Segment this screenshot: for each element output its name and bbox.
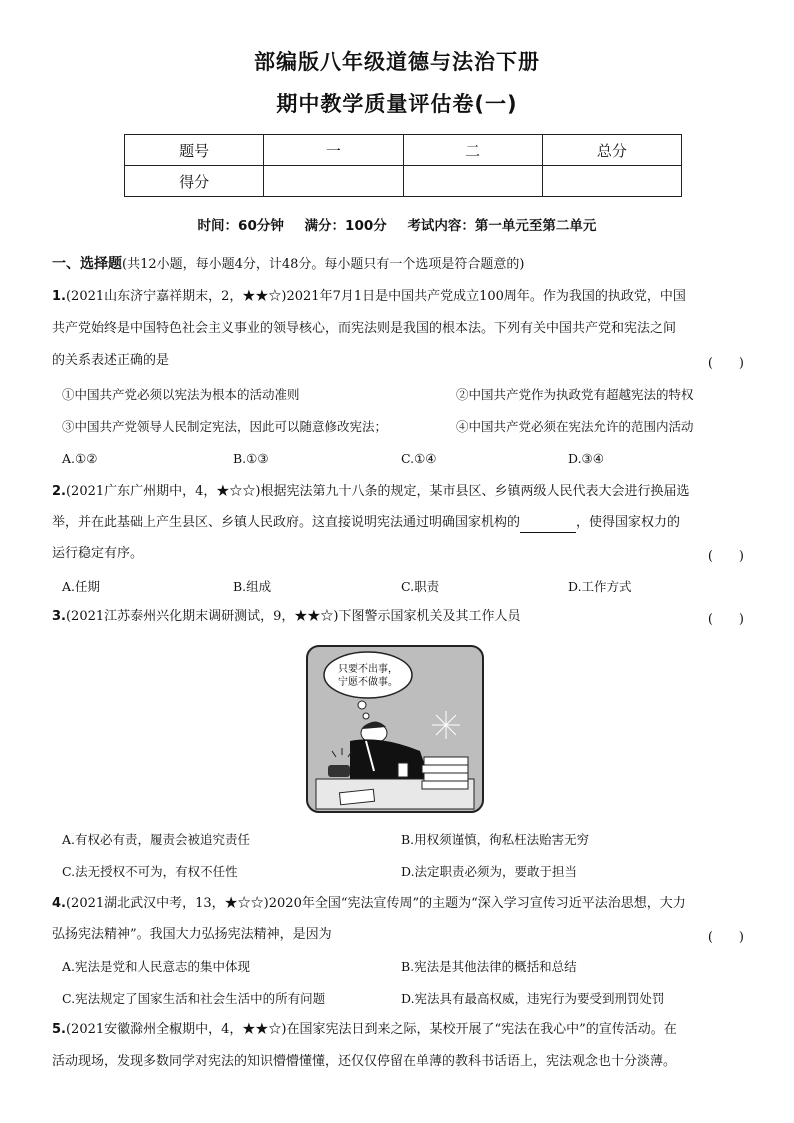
- question-4-line: [52, 894, 744, 914]
- option-b[interactable]: B.组成: [233, 579, 272, 594]
- option-c[interactable]: C.①④: [401, 451, 437, 466]
- question-text: (2021山东济宁嘉祥期末，2，★★☆)2021年7月1日是中国共产党成立100周年。作为我国的执政党，中国: [65, 289, 686, 304]
- table-header-cell: 一: [264, 135, 403, 166]
- option-b[interactable]: B.宪法是其他法律的概括和总结: [401, 959, 577, 974]
- page-subtitle: 期中教学质量评估卷(一): [276, 92, 518, 116]
- table-header-cell: 题号: [125, 135, 264, 166]
- statement: ④中国共产党必须在宪法允许的范围内活动: [456, 419, 694, 434]
- question-text: ，使得国家权力的: [576, 515, 681, 530]
- option-a[interactable]: A.宪法是党和人民意志的集中体现: [62, 959, 251, 974]
- section-desc: (共12小题，每小题4分，计48分。每小题只有一个选项是符合题意的): [122, 257, 525, 272]
- table-header-cell: 总分: [542, 135, 681, 166]
- question-1-line: [52, 287, 744, 307]
- option-c[interactable]: C.法无授权不可为，有权不任性: [62, 864, 238, 879]
- score-table: [124, 134, 682, 197]
- question-number: 5.: [52, 1022, 66, 1037]
- option-d[interactable]: D.工作方式: [568, 579, 632, 594]
- statement: ②中国共产党作为执政党有超越宪法的特权: [456, 387, 694, 402]
- exam-score: 满分：100分: [304, 218, 387, 234]
- table-row-label: 得分: [125, 166, 264, 197]
- question-1-line: 共产党始终是中国特色社会主义事业的领导核心，而宪法则是我国的根本法。下列有关中国共产党和宪法之间: [52, 321, 677, 336]
- question-number: 3.: [52, 609, 66, 624]
- cartoon-image: [306, 645, 484, 813]
- score-cell: [403, 166, 542, 197]
- score-cell: [542, 166, 681, 197]
- question-2-line: 运行稳定有序。: [52, 546, 144, 561]
- answer-bracket: ( ): [707, 930, 744, 945]
- table-row: [125, 135, 682, 166]
- option-b[interactable]: B.用权须谨慎，徇私枉法贻害无穷: [401, 832, 590, 847]
- exam-time: 时间：60分钟: [197, 218, 284, 234]
- table-row: [125, 166, 682, 197]
- question-number: 1.: [52, 289, 66, 304]
- option-b[interactable]: B.①③: [233, 451, 269, 466]
- page-title: 部编版八年级道德与法治下册: [254, 50, 540, 74]
- option-d[interactable]: D.宪法具有最高权威，违宪行为要受到刑罚处罚: [401, 991, 665, 1006]
- question-text: (2021安徽滁州全椒期中，4，★★☆)在国家宪法日到来之际，某校开展了“宪法在我心中”的宣传活动。在: [65, 1022, 677, 1037]
- answer-bracket: ( ): [707, 612, 744, 627]
- option-a[interactable]: A.任期: [62, 579, 101, 594]
- question-2-line: [52, 513, 744, 533]
- statement: ③中国共产党领导人民制定宪法，因此可以随意修改宪法；: [62, 419, 388, 434]
- exam-info: [0, 214, 794, 234]
- bubble-text: 宁愿不做事。: [338, 677, 398, 688]
- fill-blank: [520, 518, 576, 533]
- answer-bracket: ( ): [707, 549, 744, 564]
- section-heading: [52, 253, 525, 273]
- statement: ①中国共产党必须以宪法为根本的活动准则: [62, 387, 300, 402]
- table-header-cell: 二: [403, 135, 542, 166]
- option-a[interactable]: A.①②: [62, 451, 98, 466]
- option-a[interactable]: A.有权必有责，履责会被追究责任: [62, 832, 251, 847]
- question-5-line: [52, 1020, 744, 1040]
- option-c[interactable]: C.宪法规定了国家生活和社会生活中的所有问题: [62, 991, 326, 1006]
- question-number: 2.: [52, 484, 66, 499]
- question-text: (2021江苏泰州兴化期末调研测试，9，★★☆)下图警示国家机关及其工作人员: [65, 609, 521, 624]
- answer-bracket: ( ): [707, 356, 744, 371]
- question-text: 举，并在此基础上产生县区、乡镇人民政府。这直接说明宪法通过明确国家机构的: [52, 515, 521, 530]
- question-4-line: 弘扬宪法精神”。我国大力弘扬宪法精神，是因为: [52, 927, 332, 942]
- question-text: (2021广东广州期中，4，★☆☆)根据宪法第九十八条的规定，某市县区、乡镇两级人民代表大会进行换届选: [65, 484, 690, 499]
- score-cell: [264, 166, 403, 197]
- question-text: (2021湖北武汉中考，13，★☆☆)2020年全国“宪法宣传周”的主题为“深入学习宣传习近平法治思想，大力: [65, 896, 686, 911]
- option-d[interactable]: D.③④: [568, 451, 604, 466]
- option-c[interactable]: C.职责: [401, 579, 440, 594]
- question-2-line: [52, 482, 744, 502]
- question-1-line: 的关系表述正确的是: [52, 353, 170, 368]
- section-title: 一、选择题: [52, 256, 122, 272]
- bubble-text: 只要不出事，: [338, 664, 398, 675]
- exam-content: 考试内容：第一单元至第二单元: [407, 218, 597, 234]
- question-3-line: [52, 607, 744, 627]
- question-5-line: 活动现场，发现多数同学对宪法的知识懵懵懂懂，还仅仅停留在单薄的教科书话语上，宪法观念也十分淡薄。: [52, 1054, 677, 1069]
- question-number: 4.: [52, 896, 66, 911]
- option-d[interactable]: D.法定职责必须为，要敢于担当: [401, 864, 578, 879]
